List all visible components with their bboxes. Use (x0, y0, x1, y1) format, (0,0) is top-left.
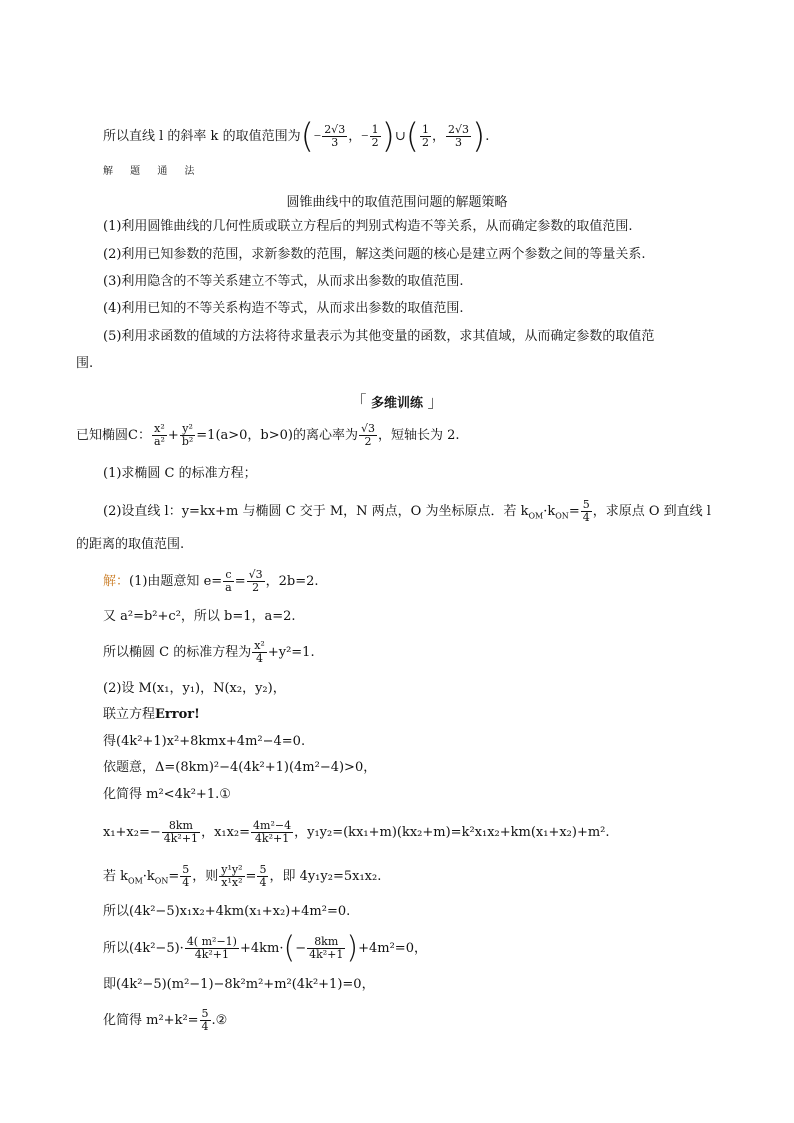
frac-5-4: $\frac{5}{4}$ (582, 498, 590, 524)
solution-13: 即(4k²−5)(m²−1)−8k²m²+m²(4k²+1)=0， (103, 977, 375, 992)
solution-14: 化简得 m²+k²= $\frac{5}{4}$ .② (103, 1007, 228, 1033)
strategy-1: (1)利用圆锥曲线的几何性质或联立方程后的判别式构造不等关系，从而确定参数的取值范围. (103, 219, 633, 234)
solution-4: (2)设 M(x₁，y₁)，N(x₂，y₂)， (103, 681, 286, 696)
solution-2: 又 a²=b²+c²，所以 b=1，a=2. (103, 609, 296, 624)
solution-10: 若 $k_{OM}\cdot k_{ON}=$ $\frac{5}{4}$ ，则 $\frac{\text{y¹y²}}{\text{x¹x²}}$ = $\frac{5}{4}$ ，即 4y₁y₂=5x₁x₂. (103, 863, 382, 889)
question-1: (1)求椭圆 C 的标准方程； (103, 466, 257, 481)
frac-b: $\frac{1}{2}$ (371, 123, 379, 149)
training-title: 「 多维训练 」 (350, 392, 444, 411)
strategy-4: (4)利用已知的不等关系构造不等式，从而求出参数的取值范围. (103, 301, 464, 316)
solution-label: 解： (103, 574, 130, 589)
solution-5: 联立方程Error! (103, 707, 200, 722)
solution-7: 依题意，Δ=(8km)²−4(4k²+1)(4m²−4)>0， (103, 760, 377, 775)
strategy-3: (3)利用隐含的不等关系建立不等式，从而求出参数的取值范围. (103, 274, 464, 289)
solution-3: 所以椭圆 C 的标准方程为 $\frac{\text{x²}}{4}$ +y²=1. (103, 639, 315, 665)
frac-sqrt3-2: $\frac{√3}{2}$ (361, 422, 376, 448)
strategy-title: 圆锥曲线中的取值范围问题的解题策略 (286, 195, 508, 210)
frac-y2-b2: $\frac{\text{y²}}{\text{b²}}$ (181, 422, 194, 448)
solution-11: 所以(4k²−5)x₁x₂+4km(x₁+x₂)+4m²=0. (103, 904, 351, 919)
frac-a: $\frac{2√3}{3}$ (324, 123, 346, 149)
problem-intro: 已知椭圆C： $\frac{\text{x²}}{\text{a²}}$ + $\frac{\text{y²}}{\text{b²}}$ =1(a>0，b>0)的离心率为 $\frac{√3}{2}$ ，短轴长为 2. (76, 422, 460, 448)
paren-open: ( (300, 116, 314, 157)
solution-6: 得(4k²+1)x²+8kmx+4m²−4=0. (103, 734, 306, 749)
solution-9: x₁+x₂=− $\frac{8km}{\text{4k²+1}}$ ，x₁x₂= $\frac{\text{4m²−4}}{\text{4k²+1}}$ ，y₁y₂=(kx₁+m)(kx₂+m)=k²x₁x₂+km(x₁+x₂)+m². (103, 819, 610, 845)
strategy-5-cont: 围. (76, 356, 94, 371)
solution-1: 解：(1)由题意知 e= $\frac{c}{a}$ = $\frac{√3}{2}$ ，2b=2. (103, 568, 319, 594)
strategy-5: (5)利用求函数的值域的方法将待求量表示为其他变量的函数，求其值域，从而确定参数的取值范 (103, 329, 655, 344)
question-2: (2)设直线 l：y=kx+m 与椭圆 C 交于 M，N 两点，O 为坐标原点．若 $k_{OM}\cdot k_{ON}=$ $\frac{5}{4}$ ，求原点 O 到直线 l (103, 498, 711, 524)
training-title-text: 多维训练 (370, 396, 423, 411)
strategy-2: (2)利用已知参数的范围，求新参数的范围，解这类问题的核心是建立两个参数之间的等量关系. (103, 247, 646, 262)
frac-x2-a2: $\frac{\text{x²}}{\text{a²}}$ (153, 422, 165, 448)
solution-12: 所以(4k²−5)· $\frac{\text{4( m²−1)}}{\text{4k²+1}}$ +4km·(− $\frac{8km}{\text{4k²+1}}$ )+4m²=0， (103, 930, 427, 966)
frac-d: $\frac{2√3}{3}$ (448, 123, 470, 149)
solution-8: 化简得 m²<4k²+1.① (103, 787, 231, 802)
slope-range-line: 所以直线 l 的斜率 k 的取值范围为(− $\frac{2√3}{3}$ ，− $\frac{1}{2}$ )∪( $\frac{1}{2}$ ， $\frac{2√3}{3}$ ). (103, 116, 490, 157)
union-sign: ∪ (394, 129, 406, 144)
minus-sign: − (313, 128, 322, 143)
method-label: 解 题 通 法 (103, 166, 202, 177)
slope-range-text: 所以直线 l 的斜率 k 的取值范围为 (103, 129, 301, 144)
frac-c: $\frac{1}{2}$ (422, 123, 429, 149)
question-2-cont: 的距离的取值范围. (76, 537, 185, 552)
